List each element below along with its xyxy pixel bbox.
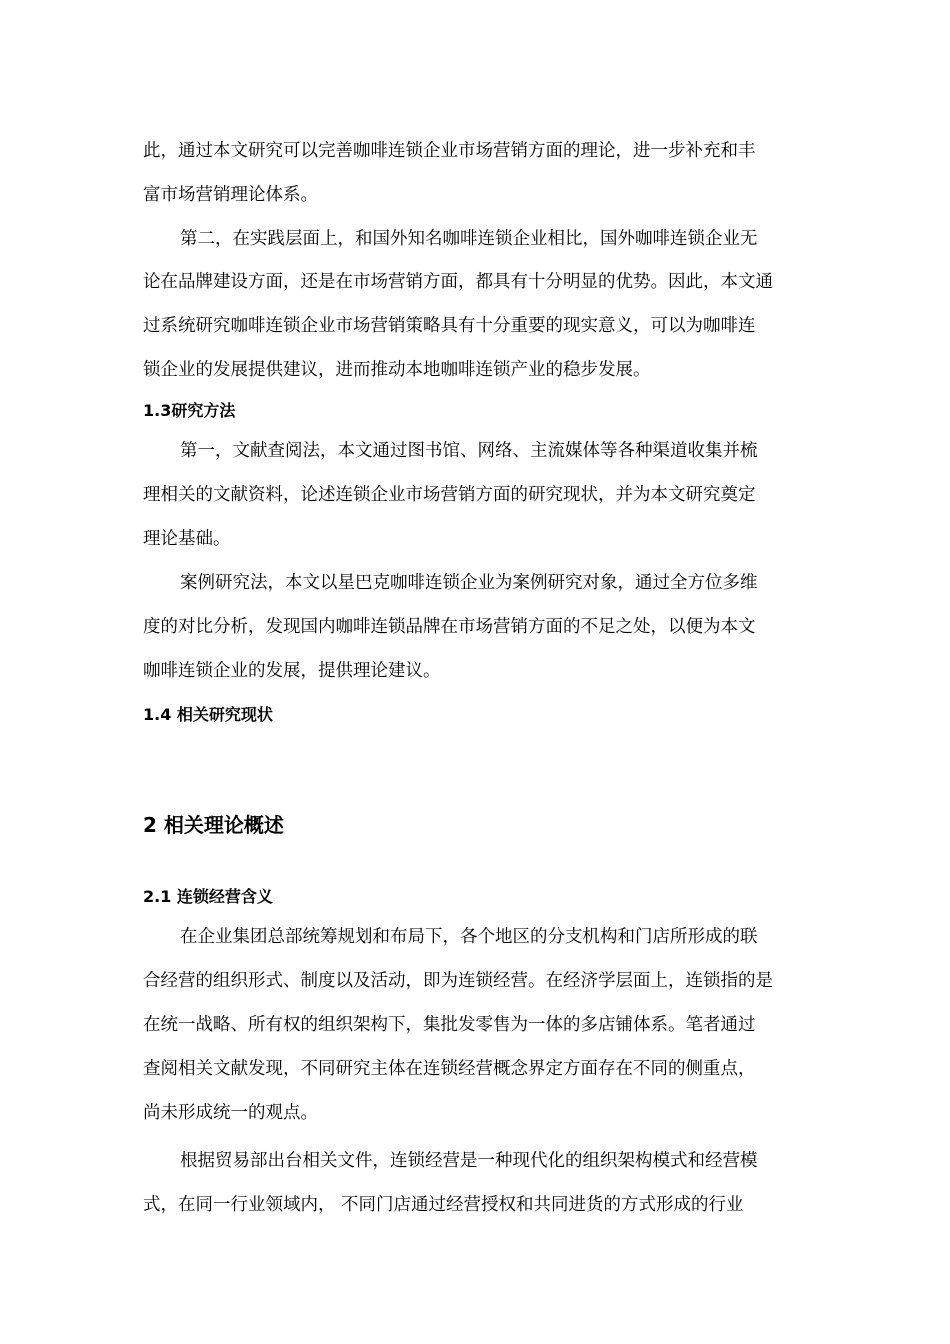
- text-line: 锁企业的发展提供建议，进而推动本地咖啡连锁产业的稳步发展。: [143, 360, 651, 380]
- text-line: 此，通过本文研究可以完善咖啡连锁企业市场营销方面的理论，进一步补充和丰: [143, 141, 756, 161]
- text-line: 过系统研究咖啡连锁企业市场营销策略具有十分重要的现实意义，可以为咖啡连: [143, 316, 756, 336]
- text-line: 在企业集团总部统筹规划和布局下，各个地区的分支机构和门店所形成的联: [180, 927, 758, 947]
- text-line: 论在品牌建设方面，还是在市场营销方面，都具有十分明显的优势。因此，本文通: [143, 272, 773, 292]
- section-heading-2-1: 2.1 连锁经营含义: [143, 887, 273, 906]
- text-line: 尚未形成统一的观点。: [143, 1103, 318, 1123]
- text-line: 式，在同一行业领域内， 不同门店通过经营授权和共同进货的方式形成的行业: [143, 1195, 744, 1215]
- text-line: 理相关的文献资料，论述连锁企业市场营销方面的研究现状，并为本文研究奠定: [143, 485, 756, 505]
- text-line: 根据贸易部出台相关文件，连锁经营是一种现代化的组织架构模式和经营模: [180, 1151, 758, 1171]
- text-line: 合经营的组织形式、制度以及活动，即为连锁经营。在经济学层面上，连锁指的是: [143, 971, 773, 991]
- text-line: 度的对比分析，发现国内咖啡连锁品牌在市场营销方面的不足之处，以便为本文: [143, 617, 756, 637]
- text-line: 查阅相关文献发现，不同研究主体在连锁经营概念界定方面存在不同的侧重点，: [143, 1059, 756, 1079]
- text-line: 第二，在实践层面上，和国外知名咖啡连锁企业相比，国外咖啡连锁企业无: [180, 229, 758, 249]
- section-heading-1-3: 1.3研究方法: [143, 401, 236, 420]
- chapter-heading-2: 2 相关理论概述: [143, 813, 284, 837]
- text-line: 理论基础。: [143, 529, 231, 549]
- text-line: 第一，文献查阅法，本文通过图书馆、网络、主流媒体等各种渠道收集并梳: [180, 441, 758, 461]
- text-line: 案例研究法，本文以星巴克咖啡连锁企业为案例研究对象，通过全方位多维: [180, 573, 758, 593]
- text-line: 在统一战略、所有权的组织架构下，集批发零售为一体的多店铺体系。笔者通过: [143, 1015, 756, 1035]
- text-line: 富市场营销理论体系。: [143, 185, 318, 205]
- text-line: 咖啡连锁企业的发展，提供理论建议。: [143, 661, 441, 681]
- section-heading-1-4: 1.4 相关研究现状: [143, 705, 273, 724]
